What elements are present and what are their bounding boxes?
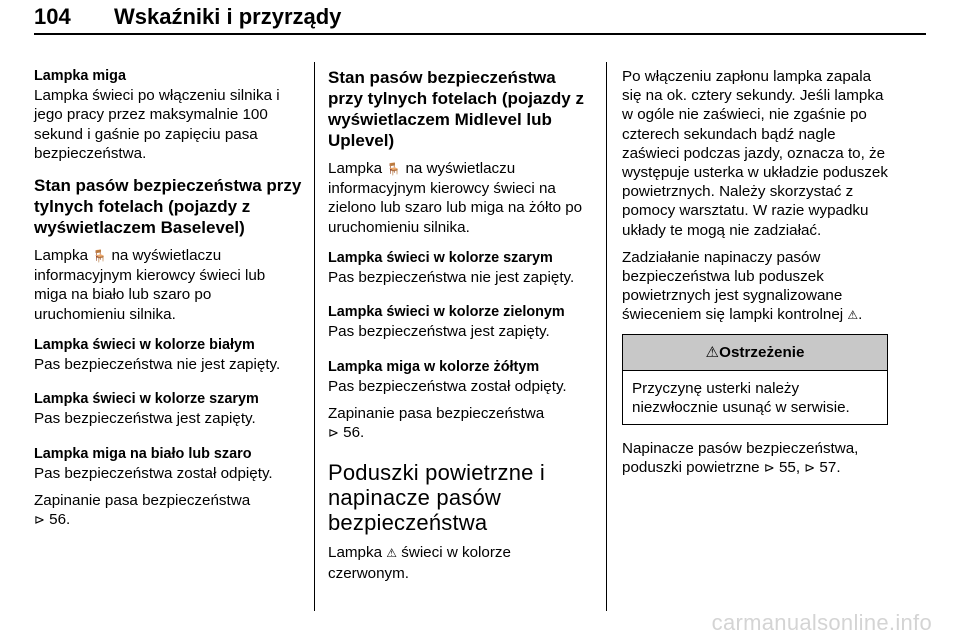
header-divider bbox=[34, 33, 926, 35]
paragraph: Pas bezpieczeństwa jest zapięty. bbox=[328, 323, 550, 341]
column-divider-2 bbox=[606, 62, 607, 611]
section-heading: Stan pasów bezpieczeństwa przy tylnych fotelach (pojazdy z wyświetlaczem Midlevel lub Uplevel) bbox=[328, 68, 584, 150]
section-label: Lampka świeci w kolorze szarym bbox=[34, 391, 259, 408]
paragraph: Lampka ⚠ świeci w kolorze czerwonym. bbox=[328, 544, 511, 582]
page-header bbox=[34, 4, 341, 30]
section-label: Lampka świeci w kolorze białym bbox=[34, 336, 255, 353]
reference-arrow-icon: ⊳ bbox=[804, 460, 816, 476]
paragraph: Pas bezpieczeństwa nie jest zapięty. bbox=[34, 356, 281, 374]
paragraph: Lampka świeci po włączeniu silnika i jego pracy przez maksymalnie 100 sekund i gaśnie po zapięciu pasa bezpieczeństwa. bbox=[34, 87, 280, 162]
page-reference-link[interactable]: 57. bbox=[815, 459, 841, 477]
reference-arrow-icon: ⊳ bbox=[34, 512, 45, 528]
cross-reference: Napinacze pasów bezpieczeństwa, poduszki powietrzne ⊳ 55, ⊳ 57. bbox=[622, 440, 859, 477]
paragraph: Lampka 🪑 na wyświetlaczu informacyjnym kierowcy świeci lub miga na biało lub szaro po uruchomieniu silnika. bbox=[34, 247, 266, 323]
reference-arrow-icon: ⊳ bbox=[763, 460, 775, 476]
watermark: carmanualsonline.info bbox=[711, 610, 932, 635]
paragraph: Pas bezpieczeństwa został odpięty. bbox=[34, 464, 273, 482]
page-title: Wskaźniki i przyrządy bbox=[114, 4, 342, 29]
seatbelt-icon: 🪑 bbox=[386, 162, 402, 176]
section-label: Lampka miga na biało lub szaro bbox=[34, 445, 252, 462]
warning-title: Ostrzeżenie bbox=[719, 343, 805, 361]
airbag-icon: ⚠ bbox=[386, 546, 398, 561]
page-reference-link[interactable]: 56. bbox=[338, 424, 365, 442]
airbag-icon: ⚠ bbox=[847, 308, 859, 323]
column-divider-1 bbox=[314, 62, 315, 611]
chapter-heading: Poduszki powietrzne i napinacze pasów bezpieczeństwa bbox=[328, 460, 545, 536]
paragraph: Pas bezpieczeństwa nie jest zapięty. bbox=[328, 269, 575, 287]
paragraph: Pas bezpieczeństwa został odpięty. bbox=[328, 377, 567, 395]
warning-box bbox=[622, 334, 888, 426]
section-heading: Stan pasów bezpieczeństwa przy tylnych fotelach (pojazdy z wyświetlaczem Baselevel) bbox=[34, 176, 302, 238]
column-3 bbox=[622, 67, 888, 486]
warning-triangle-icon: ⚠ bbox=[705, 343, 720, 361]
cross-reference: Zapinanie pasa bezpieczeństwa ⊳ 56. bbox=[34, 492, 251, 529]
warning-header bbox=[623, 335, 887, 371]
reference-arrow-icon: ⊳ bbox=[328, 425, 339, 441]
paragraph: Lampka 🪑 na wyświetlaczu informacyjnym kierowcy świeci na zielono lub szaro lub miga na żółto po uruchomieniu silnika. bbox=[328, 160, 583, 236]
section-label: Lampka świeci w kolorze szarym bbox=[328, 249, 553, 266]
paragraph: Pas bezpieczeństwa jest zapięty. bbox=[34, 410, 256, 428]
cross-reference: Zapinanie pasa bezpieczeństwa ⊳ 56. bbox=[328, 405, 545, 442]
paragraph: Po włączeniu zapłonu lampka zapala się na ok. cztery sekundy. Jeśli lampka w ogóle nie zaświeci, nie zgaśnie po czterech sekundach bądź nagle zaświeci podczas jazdy, oznacza to, że występuje usterka w układzie poduszek powietrznych. Należy skorzystać z pomocy warsztatu. W razie wypadku układy te mogą nie zadziałać. bbox=[622, 68, 888, 239]
warning-text: Przyczynę usterki należy niezwłocznie usunąć w serwisie. bbox=[632, 379, 850, 417]
section-label: Lampka świeci w kolorze zielonym bbox=[328, 304, 565, 321]
column-2 bbox=[328, 67, 592, 591]
paragraph: Zadziałanie napinaczy pasów bezpieczeństwa lub poduszek powietrznych jest sygnalizowane świeceniem się lampki kontrolnej ⚠. bbox=[622, 248, 863, 324]
seatbelt-icon: 🪑 bbox=[92, 249, 108, 264]
page-reference-link[interactable]: 55, bbox=[774, 459, 805, 477]
section-label: Lampka miga w kolorze żółtym bbox=[328, 358, 540, 375]
page-number: 104 bbox=[34, 4, 71, 29]
column-1 bbox=[34, 67, 302, 537]
page-reference-link[interactable]: 56. bbox=[44, 511, 71, 529]
section-label: Lampka miga bbox=[34, 68, 126, 84]
